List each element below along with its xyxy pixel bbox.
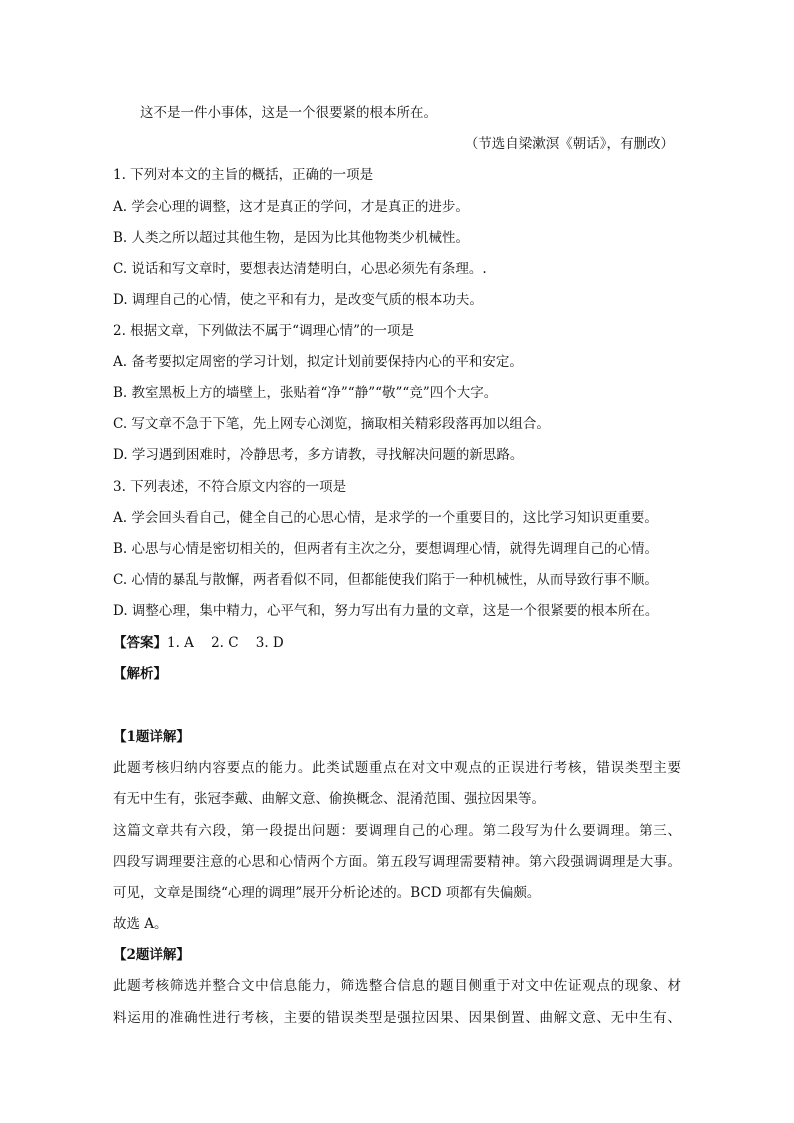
question-1-stem: 1. 下列对本文的主旨的概括，正确的一项是 <box>113 167 374 183</box>
detail-1-line-3: 这篇文章共有六段，第一段提出问题：要调理自己的心理。第二段写为什么要调理。第三、 <box>113 823 681 839</box>
passage-source: （节选自梁漱溟《朝话》，有删改） <box>464 136 674 152</box>
detail-2-line-2: 料运用的准确性进行考核，主要的错误类型是强拉因果、因果倒置、曲解文意、无中生有、 <box>113 1010 681 1026</box>
question-1-option-b: B. 人类之所以超过其他生物，是因为比其他物类少机械性。 <box>113 230 470 246</box>
question-3-option-d: D. 调整心理，集中精力，心平气和，努力写出有力量的文章，这是一个很紧要的根本所在。 <box>113 603 659 619</box>
question-2-stem: 2. 根据文章，下列做法不属于“调理心情”的一项是 <box>113 323 414 339</box>
question-3-stem: 3. 下列表述，不符合原文内容的一项是 <box>113 479 347 495</box>
question-3-option-c: C. 心情的暴乱与散懈，两者看似不同，但都能使我们陷于一种机械性，从而导致行事不顺。 <box>113 572 658 588</box>
question-2-option-b: B. 教室黑板上方的墙壁上，张贴着“净”“静”“敬”“竞”四个大字。 <box>113 385 498 401</box>
detail-1-line-5: 可见，文章是围绕“心理的调理”展开分析论述的。BCD 项都有失偏颇。 <box>113 885 541 901</box>
detail-1-line-2: 有无中生有，张冠李戴、曲解文意、偷换概念、混淆范围、强拉因果等。 <box>113 791 545 807</box>
question-1-option-d: D. 调理自己的心情，使之平和有力，是改变气质的根本功夫。 <box>113 292 483 308</box>
answer-line <box>113 633 284 653</box>
question-3-option-b: B. 心思与心情是密切相关的，但两者有主次之分，要想调理心情，就得先调理自己的心情。 <box>113 541 659 557</box>
detail-1-line-6: 故选 A。 <box>113 916 168 932</box>
detail-1-line-4: 四段写调理要注意的心思和心情两个方面。第五段写调理需要精神。第六段强调调理是大事。 <box>113 854 681 870</box>
question-2-option-d: D. 学习遇到困难时，冷静思考，多方请教，寻找解决问题的新思路。 <box>113 447 524 463</box>
question-2-option-a: A. 备考要拟定周密的学习计划，拟定计划前要保持内心的平和安定。 <box>113 354 523 370</box>
detail-2-line-1: 此题考核筛选并整合文中信息能力，筛选整合信息的题目侧重于对文中佐证观点的现象、材 <box>113 978 681 994</box>
answer-label: 【答案】 <box>113 635 167 651</box>
question-1-option-a: A. 学会心理的调整，这才是真正的学问，才是真正的进步。 <box>113 199 469 215</box>
detail-2-label: 【2题详解】 <box>113 947 190 963</box>
detail-1-label: 【1题详解】 <box>113 729 190 745</box>
detail-1-line-1: 此题考核归纳内容要点的能力。此类试题重点在对文中观点的正误进行考核，错误类型主要 <box>113 760 681 776</box>
passage-closing-line: 这不是一件小事体，这是一个很要紧的根本所在。 <box>140 105 437 121</box>
analysis-label: 【解析】 <box>113 666 167 682</box>
answer-text: 1. A 2. C 3. D <box>167 635 284 651</box>
question-3-option-a: A. 学会回头看自己，健全自己的心思心情，是求学的一个重要目的，这比学习知识更重要。 <box>113 510 658 526</box>
question-2-option-c: C. 写文章不急于下笔，先上网专心浏览，摘取相关精彩段落再加以组合。 <box>113 416 550 432</box>
question-1-option-c: C. 说话和写文章时，要想表达清楚明白，心思必须先有条理。. <box>113 261 487 277</box>
